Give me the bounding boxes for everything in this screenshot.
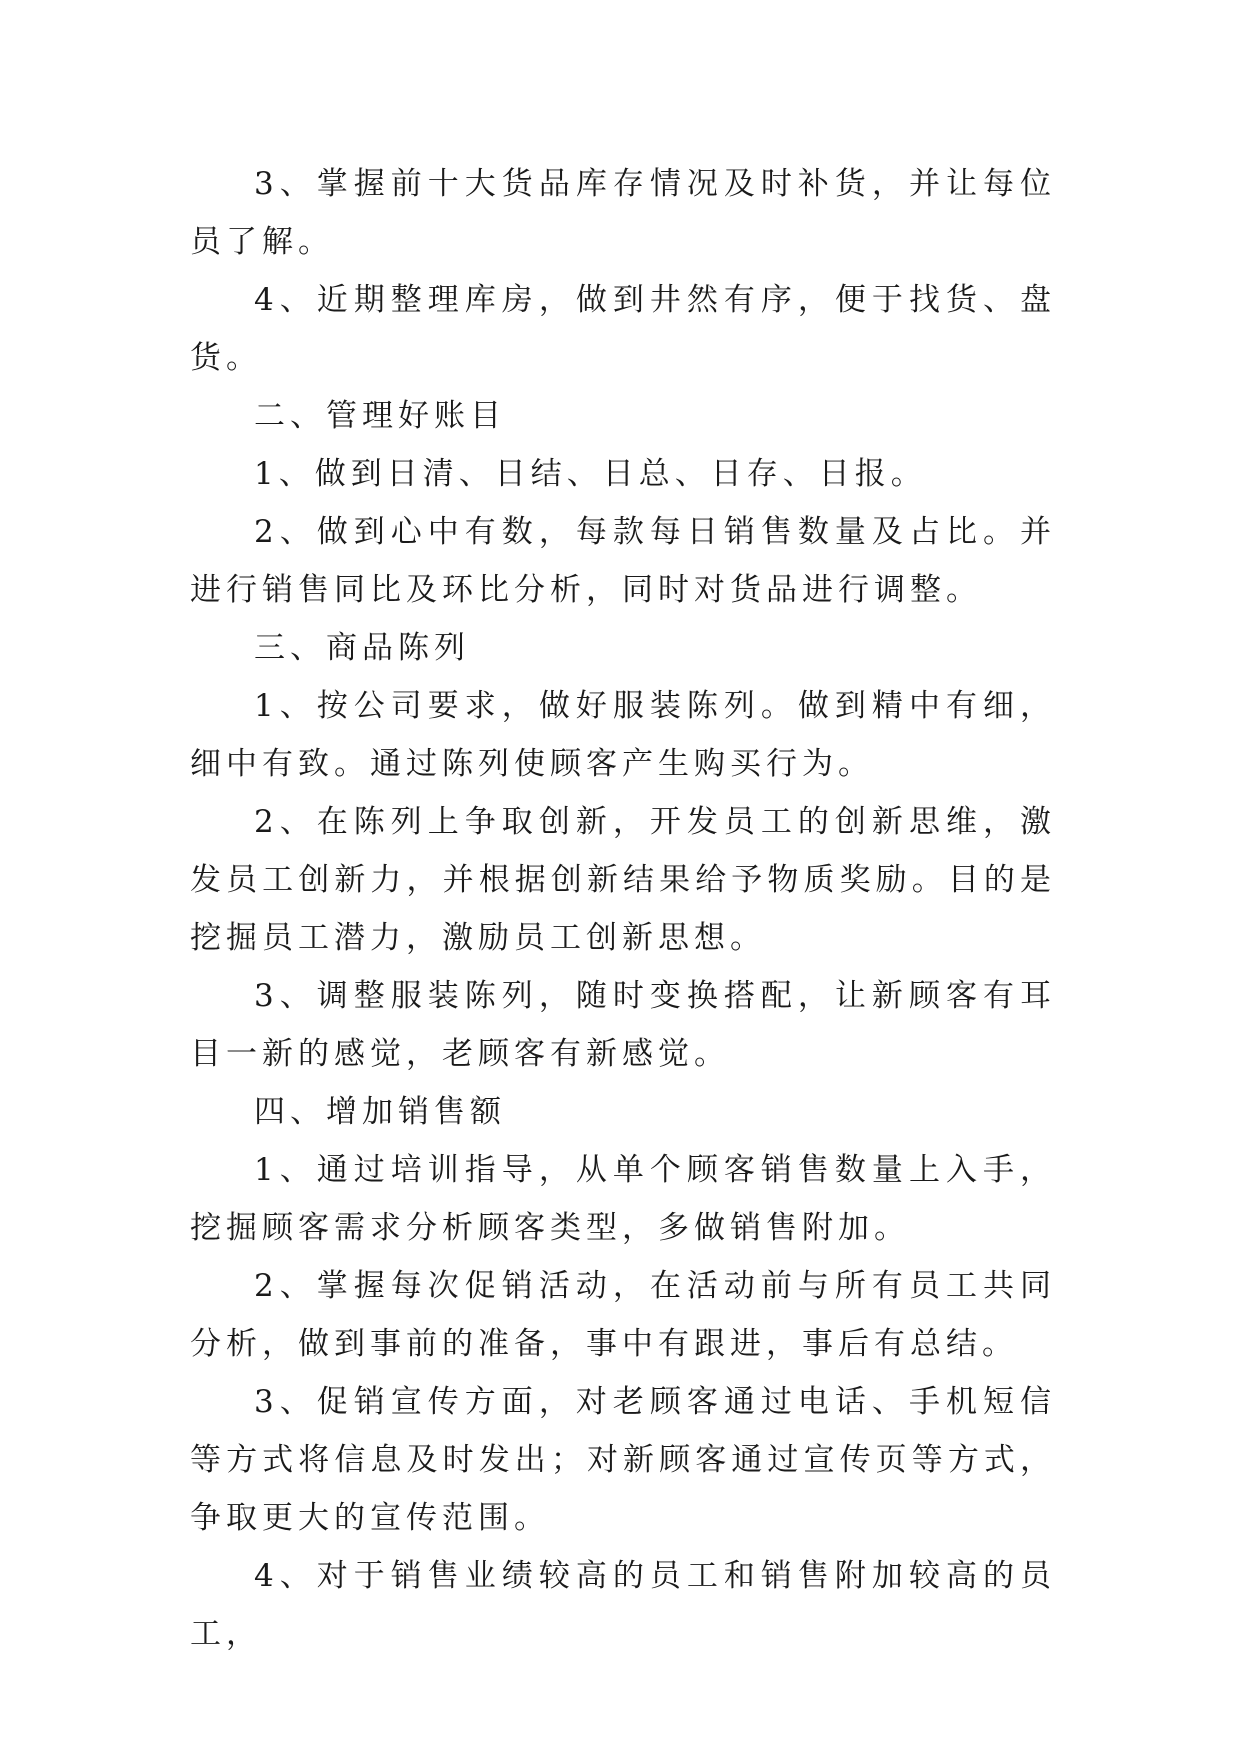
paragraph-promotion-publicity: 3、促销宣传方面，对老顾客通过电话、手机短信等方式将信息及时发出；对新顾客通过宣传页等方式，争取更大的宣传范围。 xyxy=(190,1384,1056,1536)
paragraph-warehouse: 4、近期整理库房，做到井然有序，便于找货、盘货。 xyxy=(190,282,1056,376)
paragraph-display-requirements: 1、按公司要求，做好服装陈列。做到精中有细，细中有致。通过陈列使顾客产生购买行为。 xyxy=(190,688,1056,782)
paragraph-top-performers: 4、对于销售业绩较高的员工和销售附加较高的员工， xyxy=(190,1558,1056,1652)
section-heading-display: 三、商品陈列 xyxy=(254,630,470,666)
paragraph-display-adjust: 3、调整服装陈列，随时变换搭配，让新顾客有耳目一新的感觉，老顾客有新感觉。 xyxy=(190,978,1056,1072)
document-body xyxy=(190,155,1056,1663)
section-heading-sales: 四、增加销售额 xyxy=(254,1094,506,1130)
paragraph-training: 1、通过培训指导，从单个顾客销售数量上入手，挖掘顾客需求分析顾客类型，多做销售附加。 xyxy=(190,1152,1056,1246)
paragraph-display-innovation: 2、在陈列上争取创新，开发员工的创新思维，激发员工创新力，并根据创新结果给予物质奖励。目的是挖掘员工潜力，激励员工创新思想。 xyxy=(190,804,1056,956)
paragraph-sales-analysis: 2、做到心中有数，每款每日销售数量及占比。并进行销售同比及环比分析，同时对货品进行调整。 xyxy=(190,514,1056,608)
paragraph-promotion-analysis: 2、掌握每次促销活动，在活动前与所有员工共同分析，做到事前的准备，事中有跟进，事后有总结。 xyxy=(190,1268,1056,1362)
paragraph-daily-report: 1、做到日清、日结、日总、日存、日报。 xyxy=(254,456,927,492)
paragraph-restock: 3、掌握前十大货品库存情况及时补货，并让每位员了解。 xyxy=(190,166,1056,260)
section-heading-accounts: 二、管理好账目 xyxy=(254,398,506,434)
